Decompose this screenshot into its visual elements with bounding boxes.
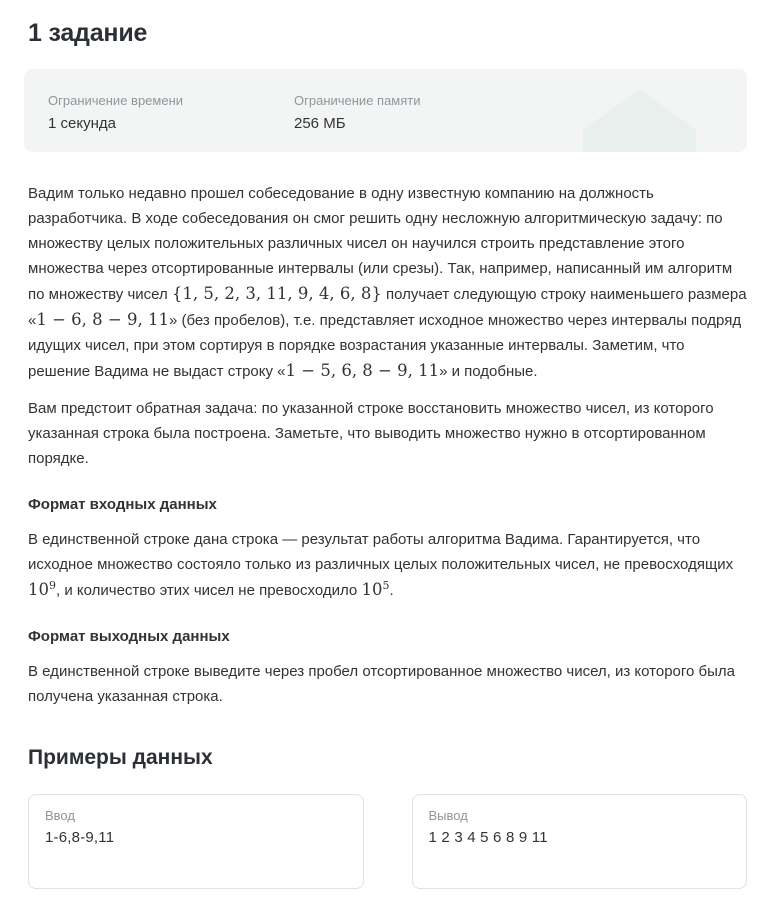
math-power-base: 10: [28, 580, 49, 599]
math-power-base: 10: [361, 580, 383, 599]
time-limit-value: 1 секунда: [48, 115, 116, 132]
text-run: Вадим только недавно прошел собеседование в одну известную компанию на должность разработчика. В ходе собеседования он смог решить одну несложную алгоритмическую задачу: по множеству целых положительных различных чисел он научился строить представление этого множества через отсортированные интервалы (или срезы). Так, например, написанный им алгоритм по множеству чисел: [28, 185, 733, 303]
examples-row: [28, 794, 747, 889]
memory-limit-value: 256 МБ: [294, 115, 346, 132]
sample-input-label: Ввод: [45, 808, 75, 823]
examples-heading: Примеры данных: [28, 746, 213, 769]
output-format-paragraph: В единственной строке выведите через пробел отсортированное множество чисел, из которого была получена указанная строка.: [28, 663, 736, 705]
house-arch-watermark-icon: [579, 87, 700, 152]
sample-input-value: 1-6,8-9,11: [45, 829, 115, 846]
text-run: В единственной строке дана строка — результат работы алгоритма Вадима. Гарантируется, что исходное множество состояло только из различных целых положительных чисел, не превосходящих: [28, 531, 734, 573]
sample-output-label: Вывод: [428, 808, 468, 823]
math-set-expression: {1, 5, 2, 3, 11, 9, 4, 6, 8}: [171, 284, 382, 303]
math-interval-string: 1 − 5, 6, 8 − 9, 11: [285, 361, 440, 380]
output-format-heading: Формат выходных данных: [28, 628, 230, 645]
text-run: получает следующую строку наименьшего размера «: [28, 286, 747, 329]
time-limit-block: [48, 93, 294, 152]
text-run: .: [389, 582, 394, 599]
sample-input-box: [28, 794, 364, 889]
memory-limit-block: [294, 93, 421, 152]
math-power-exponent: 5: [382, 579, 390, 592]
input-format-heading: Формат входных данных: [28, 496, 217, 513]
memory-limit-label: Ограничение памяти: [294, 93, 421, 108]
page-title: 1 задание: [28, 19, 148, 47]
limits-panel: [24, 69, 747, 152]
text-run: , и количество этих чисел не превосходило: [56, 582, 362, 599]
input-format-paragraph: [28, 527, 747, 603]
math-interval-string: 1 − 6, 8 − 9, 11: [36, 310, 169, 329]
problem-statement: [28, 181, 747, 709]
math-power-exponent: 9: [49, 579, 56, 592]
problem-paragraph-1: [28, 181, 747, 384]
sample-output-value: 1 2 3 4 5 6 8 9 11: [428, 829, 548, 846]
text-run: » и подобные.: [439, 363, 538, 380]
text-run: » (без пробелов), т.е. представляет исходное множество через интервалы подряд идущих чисел, при этом сортируя в порядке возрастания указанные интервалы. Заметим, что решение Вадима не выдаст строку «: [28, 312, 742, 380]
sample-output-box: [412, 794, 748, 889]
time-limit-label: Ограничение времени: [48, 93, 184, 108]
problem-paragraph-2: Вам предстоит обратная задача: по указанной строке восстановить множество чисел, из которого указанная строка была построена. Заметьте, что выводить множество нужно в отсортированном порядке.: [28, 400, 714, 467]
